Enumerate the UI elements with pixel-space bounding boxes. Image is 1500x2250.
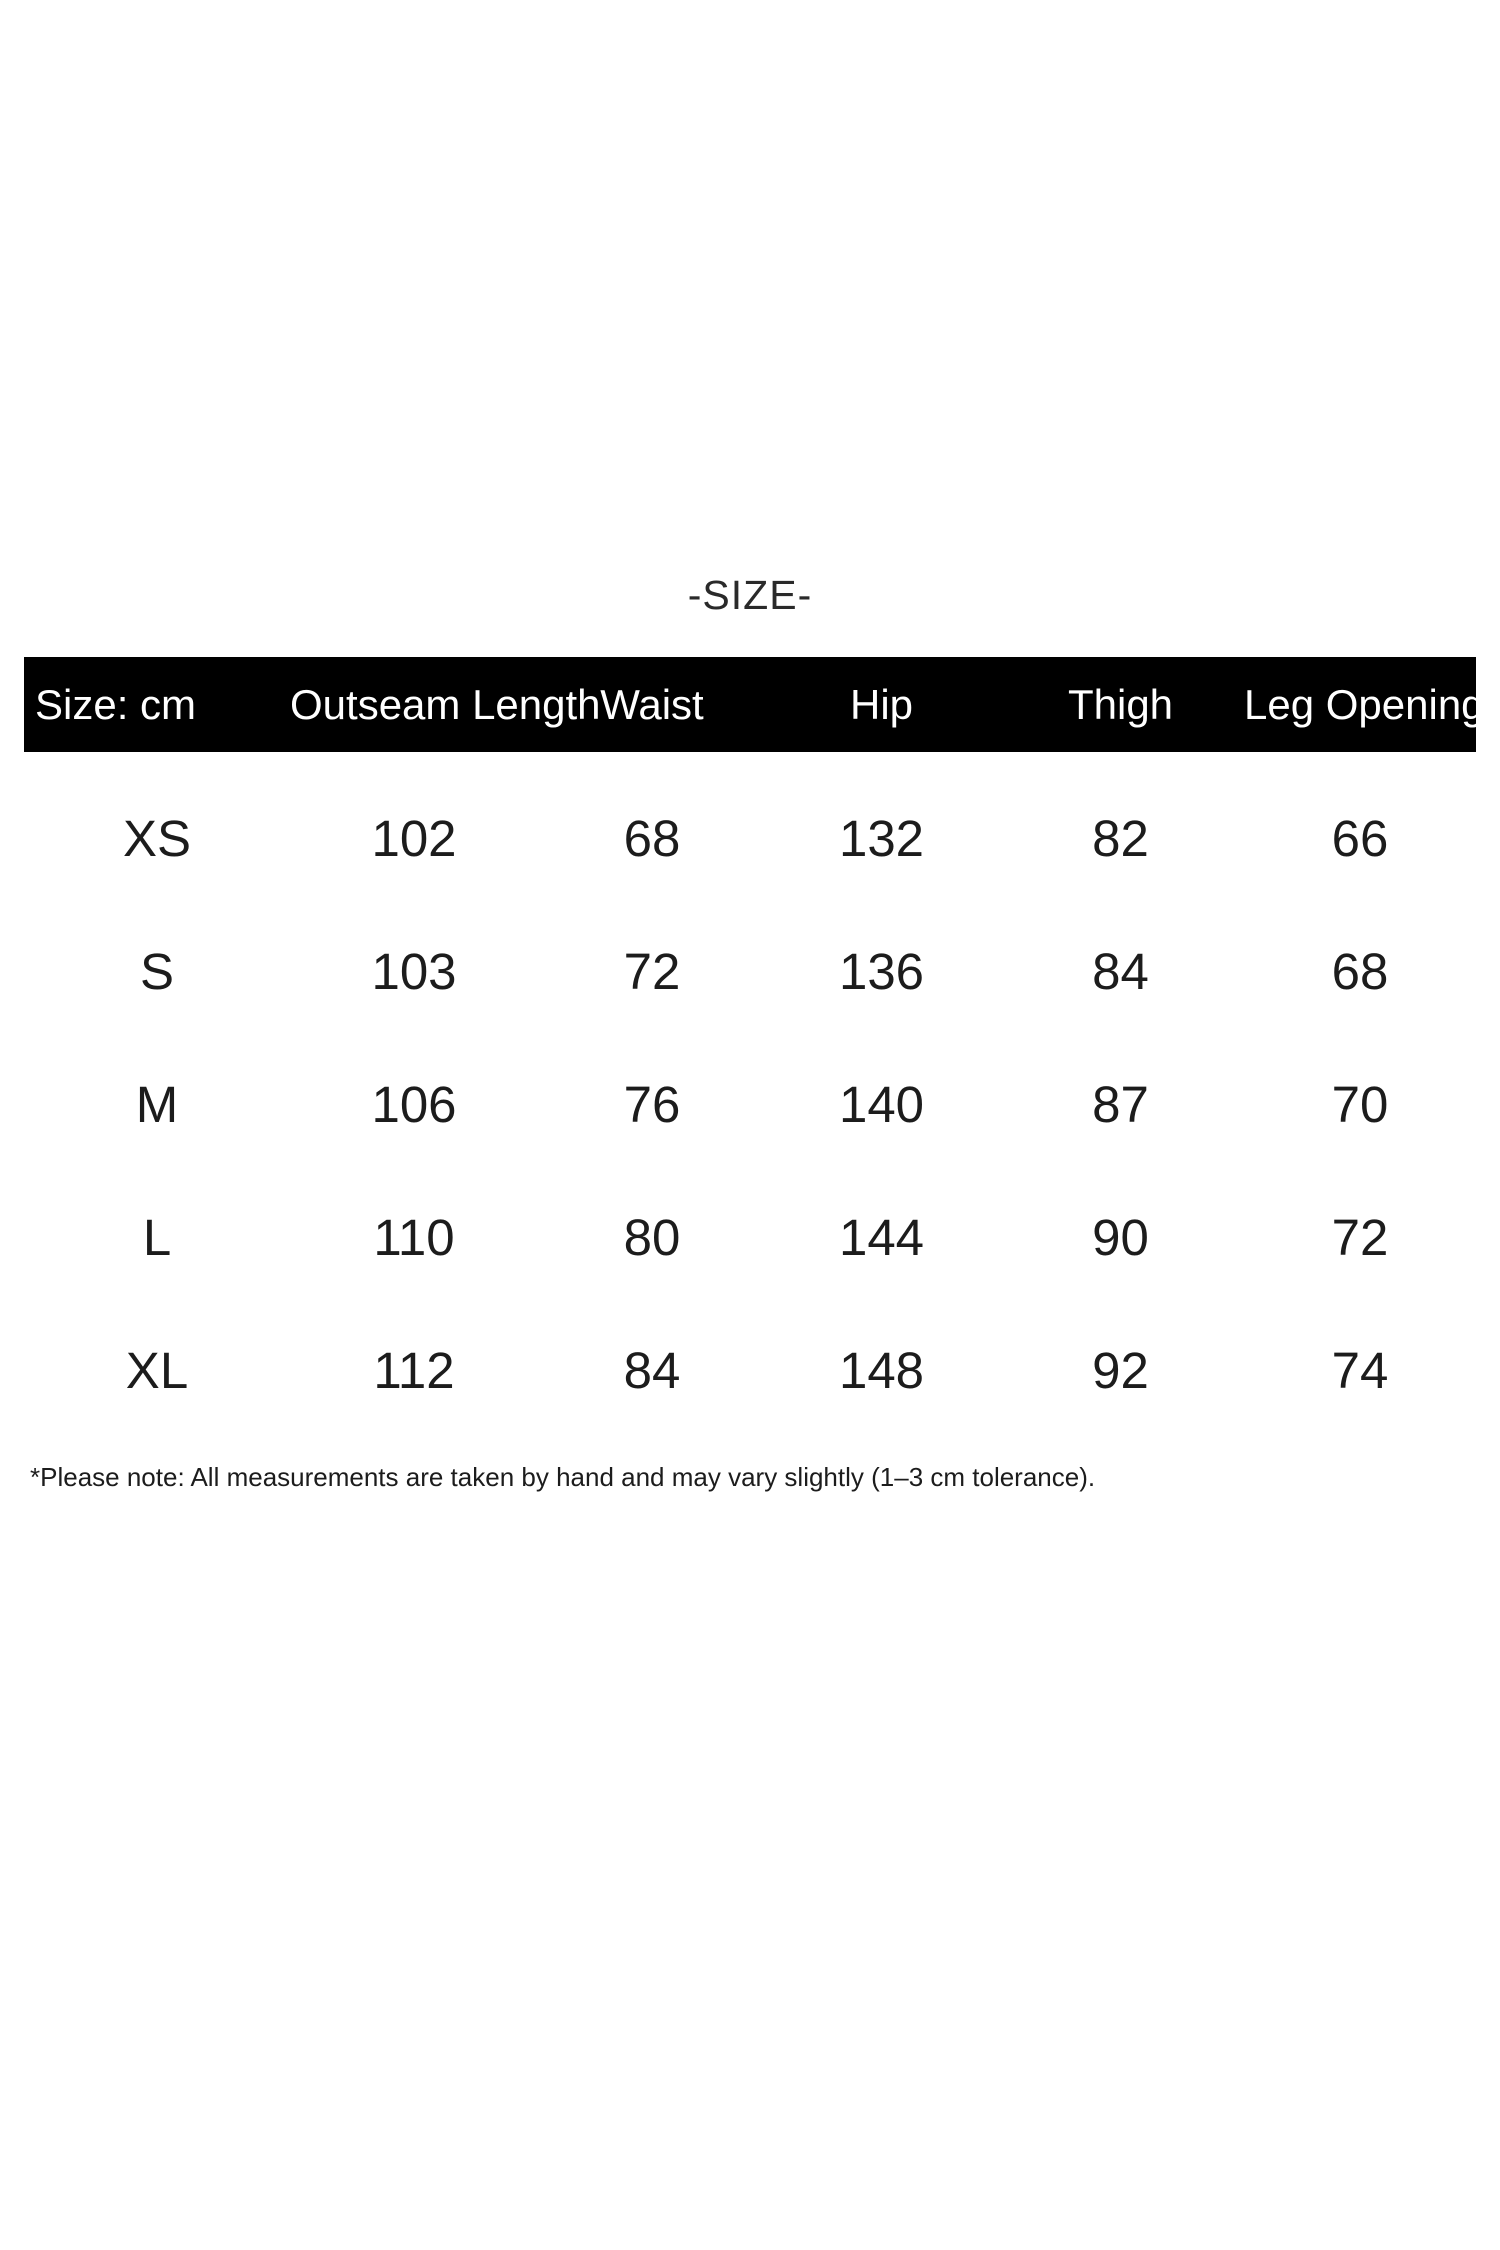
hip-cell: 132 (838, 810, 925, 867)
waist-cell: 72 (623, 943, 681, 1000)
size-cell: M (135, 1076, 179, 1133)
size-cell: L (142, 1209, 172, 1266)
measurement-note: *Please note: All measurements are taken by hand and may vary slightly (1–3 cm tolerance). (30, 1462, 1096, 1492)
header-thigh: Thigh (1067, 680, 1174, 728)
leg-opening-cell: 66 (1331, 810, 1389, 867)
thigh-cell: 87 (1092, 1076, 1149, 1133)
size-cell: XL (125, 1342, 189, 1399)
waist-cell: 84 (623, 1342, 681, 1399)
thigh-cell: 92 (1092, 1342, 1149, 1399)
hip-cell: 144 (838, 1209, 925, 1266)
size-cell: XS (122, 810, 192, 867)
table-header-row (24, 657, 1485, 752)
waist-cell: 68 (623, 810, 681, 867)
leg-opening-cell: 70 (1331, 1076, 1389, 1133)
table-row-s (24, 905, 1476, 1038)
leg-opening-cell: 72 (1331, 1209, 1389, 1266)
header-waist: Waist (600, 680, 704, 728)
outseam-length-cell: 112 (373, 1342, 455, 1399)
thigh-cell: 84 (1092, 943, 1149, 1000)
hip-cell: 148 (838, 1342, 925, 1399)
table-row-l (24, 1171, 1476, 1304)
outseam-length-cell: 102 (371, 810, 457, 867)
table-row-m (24, 1038, 1476, 1171)
header-leg-opening: Leg Opening (1244, 680, 1485, 728)
leg-opening-cell: 74 (1331, 1342, 1389, 1399)
outseam-length-cell: 110 (373, 1209, 455, 1266)
size-cell: S (139, 943, 175, 1000)
hip-cell: 136 (838, 943, 925, 1000)
hip-cell: 140 (838, 1076, 925, 1133)
header-hip: Hip (849, 680, 914, 728)
table-body (24, 752, 1476, 1437)
thigh-cell: 82 (1092, 810, 1149, 867)
waist-cell: 76 (623, 1076, 681, 1133)
size-table (24, 657, 1485, 1437)
waist-cell: 80 (623, 1209, 681, 1266)
outseam-length-cell: 106 (371, 1076, 457, 1133)
leg-opening-cell: 68 (1331, 943, 1389, 1000)
thigh-cell: 90 (1092, 1209, 1149, 1266)
header-outseam-length: Outseam Length (290, 680, 601, 728)
table-row-xl (24, 1304, 1476, 1437)
header-size-unit: Size: cm (35, 680, 197, 728)
page-title: -SIZE- (687, 572, 813, 618)
outseam-length-cell: 103 (371, 943, 457, 1000)
table-row-xs (24, 772, 1476, 905)
